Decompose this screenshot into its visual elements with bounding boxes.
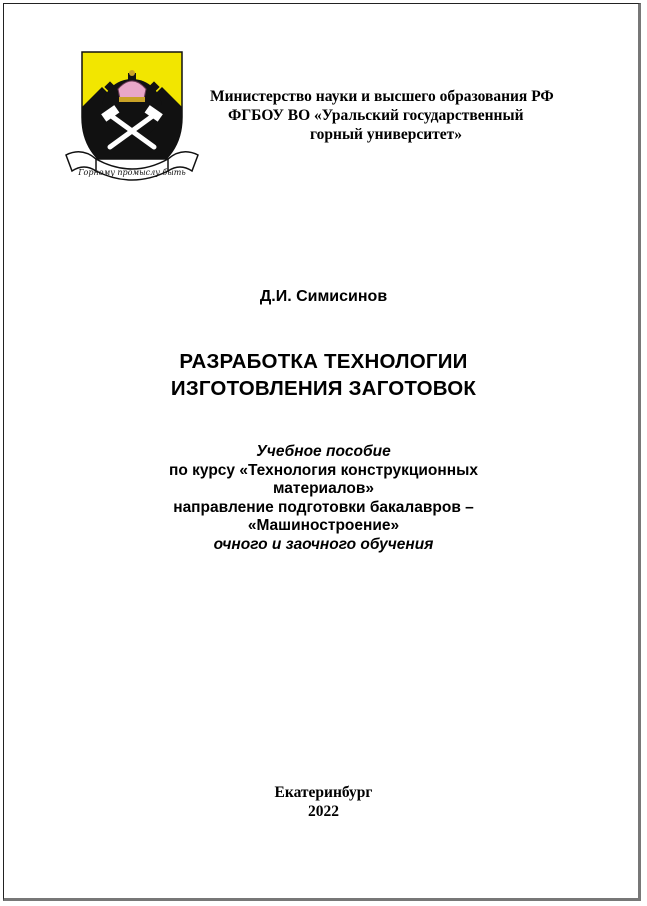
course-line: по курсу «Технология конструкционных — [169, 461, 478, 479]
direction-line: направление подготовки бакалавров – — [173, 498, 474, 516]
course-line-continued: материалов» — [273, 480, 374, 497]
document-title — [0, 348, 647, 402]
city-name: Екатеринбург — [274, 784, 373, 801]
university-line-continued: горный университет» — [310, 126, 463, 143]
university-line: ФГБОУ ВО «Уральский государственный — [228, 107, 524, 124]
study-form: очного и заочного обучения — [213, 535, 434, 553]
document-description — [0, 443, 647, 554]
publication-year: 2022 — [308, 803, 339, 820]
doc-type: Учебное пособие — [256, 443, 391, 460]
crest-motto: Горному промыслу быть — [78, 168, 186, 177]
university-crest-icon — [62, 47, 202, 197]
direction-name: «Машиностроение» — [247, 517, 400, 534]
title-line-1: РАЗРАБОТКА ТЕХНОЛОГИИ — [179, 350, 468, 373]
ministry-line: Министерство науки и высшего образования РФ — [210, 88, 554, 105]
publication-place — [0, 783, 647, 821]
title-line-2: ИЗГОТОВЛЕНИЯ ЗАГОТОВОК — [170, 377, 477, 400]
ministry-header — [200, 87, 610, 144]
author-name: Д.И. Симисинов — [259, 288, 388, 305]
